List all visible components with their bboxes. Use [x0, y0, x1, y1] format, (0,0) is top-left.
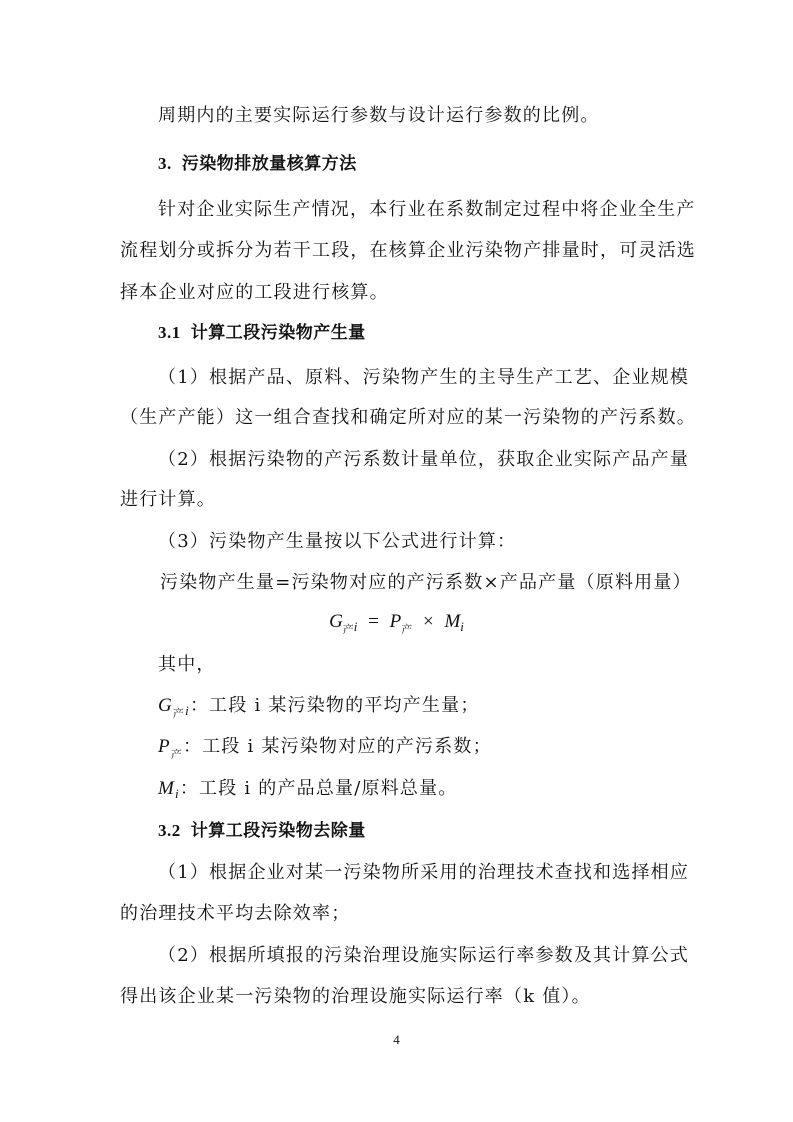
section-number: 3.2: [158, 821, 181, 840]
paragraph-line: （生产产能）这一组合查找和确定所对应的某一污染物的产污系数。: [120, 407, 696, 428]
paragraph-line: （1）根据企业对某一污染物所采用的治理技术查找和选择相应: [158, 862, 690, 883]
formula-var-g: G: [329, 611, 343, 632]
definition-g: [158, 693, 718, 721]
section-number: 3.: [158, 154, 172, 173]
formula-equals: =: [368, 611, 379, 632]
formula-var-m: M: [444, 611, 461, 632]
def-var-p: P: [158, 736, 171, 757]
def-sub-i: i: [185, 703, 190, 718]
def-var-g: G: [158, 695, 173, 716]
paragraph-line: 的治理技术平均去除效率；: [120, 903, 351, 924]
page-number: 4: [393, 1032, 400, 1047]
formula-sub-i: i: [460, 619, 464, 634]
paragraph-line: （1）根据产品、原料、污染物产生的主导生产工艺、企业规模: [158, 367, 690, 388]
formula-times: ×: [423, 611, 434, 632]
definition-m: [158, 776, 718, 803]
definition-p: [158, 734, 718, 762]
def-var-m: M: [158, 778, 176, 799]
paragraph-line: 其中，: [158, 654, 216, 675]
paragraph-line: 流程划分或拆分为若干工段，在核算企业污染物产排量时，可灵活选: [120, 240, 696, 261]
formula-var-p: P: [389, 611, 402, 632]
paragraph-line: （2）根据污染物的产污系数计量单位，获取企业实际产品产量: [158, 449, 690, 470]
section-title: 计算工段污染物产生量: [190, 323, 366, 343]
definition-text: ：工段 i 某污染物对应的产污系数；: [183, 736, 492, 757]
definition-text: ：工段 i 的产品总量/原料总量。: [179, 778, 458, 799]
paragraph-line: 得出该企业某一污染物的治理设施实际运行率（k 值）。: [120, 986, 591, 1007]
def-sub: 产: [170, 748, 184, 761]
section-heading-3-1: [158, 320, 718, 346]
def-sub: 产: [172, 707, 186, 720]
formula-description: 污染物产生量=污染物对应的产污系数×产品产量（原料用量）: [160, 572, 692, 593]
formula-equation: [0, 609, 793, 637]
section-title: 计算工段污染物去除量: [190, 821, 366, 841]
section-title: 污染物排放量核算方法: [181, 154, 357, 174]
paragraph-line: 择本企业对应的工段进行核算。: [120, 282, 389, 303]
section-number: 3.1: [158, 323, 181, 342]
def-sub-i: i: [175, 786, 180, 801]
paragraph-line: （3）污染物产生量按以下公式进行计算：: [158, 531, 517, 552]
formula-sub-i: i: [353, 619, 358, 634]
section-heading-3-2: [158, 818, 718, 844]
paragraph-line: 周期内的主要实际运行参数与设计运行参数的比例。: [158, 105, 600, 126]
paragraph-line: （2）根据所填报的污染治理设施实际运行率参数及其计算公式: [158, 945, 690, 966]
definition-text: ：工段 i 某污染物的平均产生量；: [189, 695, 480, 716]
paragraph-line: 进行计算。: [120, 489, 216, 510]
formula-sub: 产: [342, 624, 354, 636]
paragraph-line: 针对企业实际生产情况，本行业在系数制定过程中将企业全生产: [158, 199, 696, 220]
section-heading-3: [158, 151, 718, 177]
formula-sub: 产: [401, 624, 413, 636]
